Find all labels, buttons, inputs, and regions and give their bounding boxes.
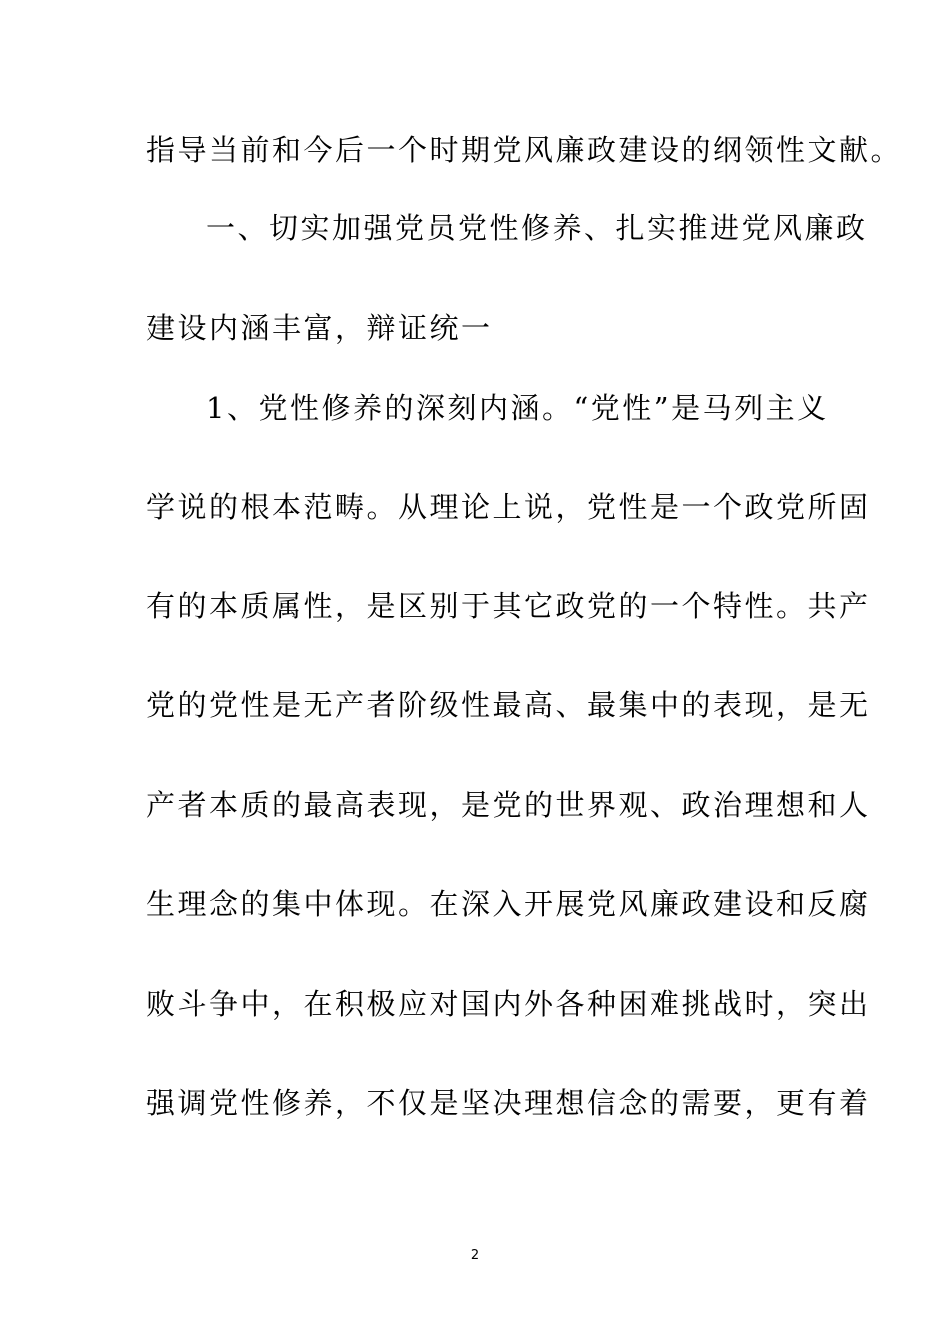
paragraph-first-line: 1、党性修养的深刻内涵。“党性”是马列主义 — [206, 391, 829, 425]
section-heading-line: 一、切实加强党员党性修养、扎实推进党风廉政 — [206, 211, 868, 245]
section-heading-line: 建设内涵丰富，辩证统一 — [146, 311, 493, 345]
text-line: 指导当前和今后一个时期党风廉政建设的纲领性文献。 — [146, 133, 903, 167]
text-line: 败斗争中，在积极应对国内外各种困难挑战时，突出 — [146, 987, 871, 1021]
page-number: 2 — [470, 1248, 480, 1263]
text-line: 党的党性是无产者阶级性最高、最集中的表现，是无 — [146, 688, 871, 722]
text-line: 学说的根本范畴。从理论上说，党性是一个政党所固 — [146, 490, 871, 524]
text-line: 有的本质属性，是区别于其它政党的一个特性。共产 — [146, 589, 871, 623]
text-line: 生理念的集中体现。在深入开展党风廉政建设和反腐 — [146, 887, 871, 921]
text-line: 产者本质的最高表现，是党的世界观、政治理想和人 — [146, 788, 871, 822]
text-line: 强调党性修养，不仅是坚决理想信念的需要，更有着 — [146, 1086, 871, 1120]
